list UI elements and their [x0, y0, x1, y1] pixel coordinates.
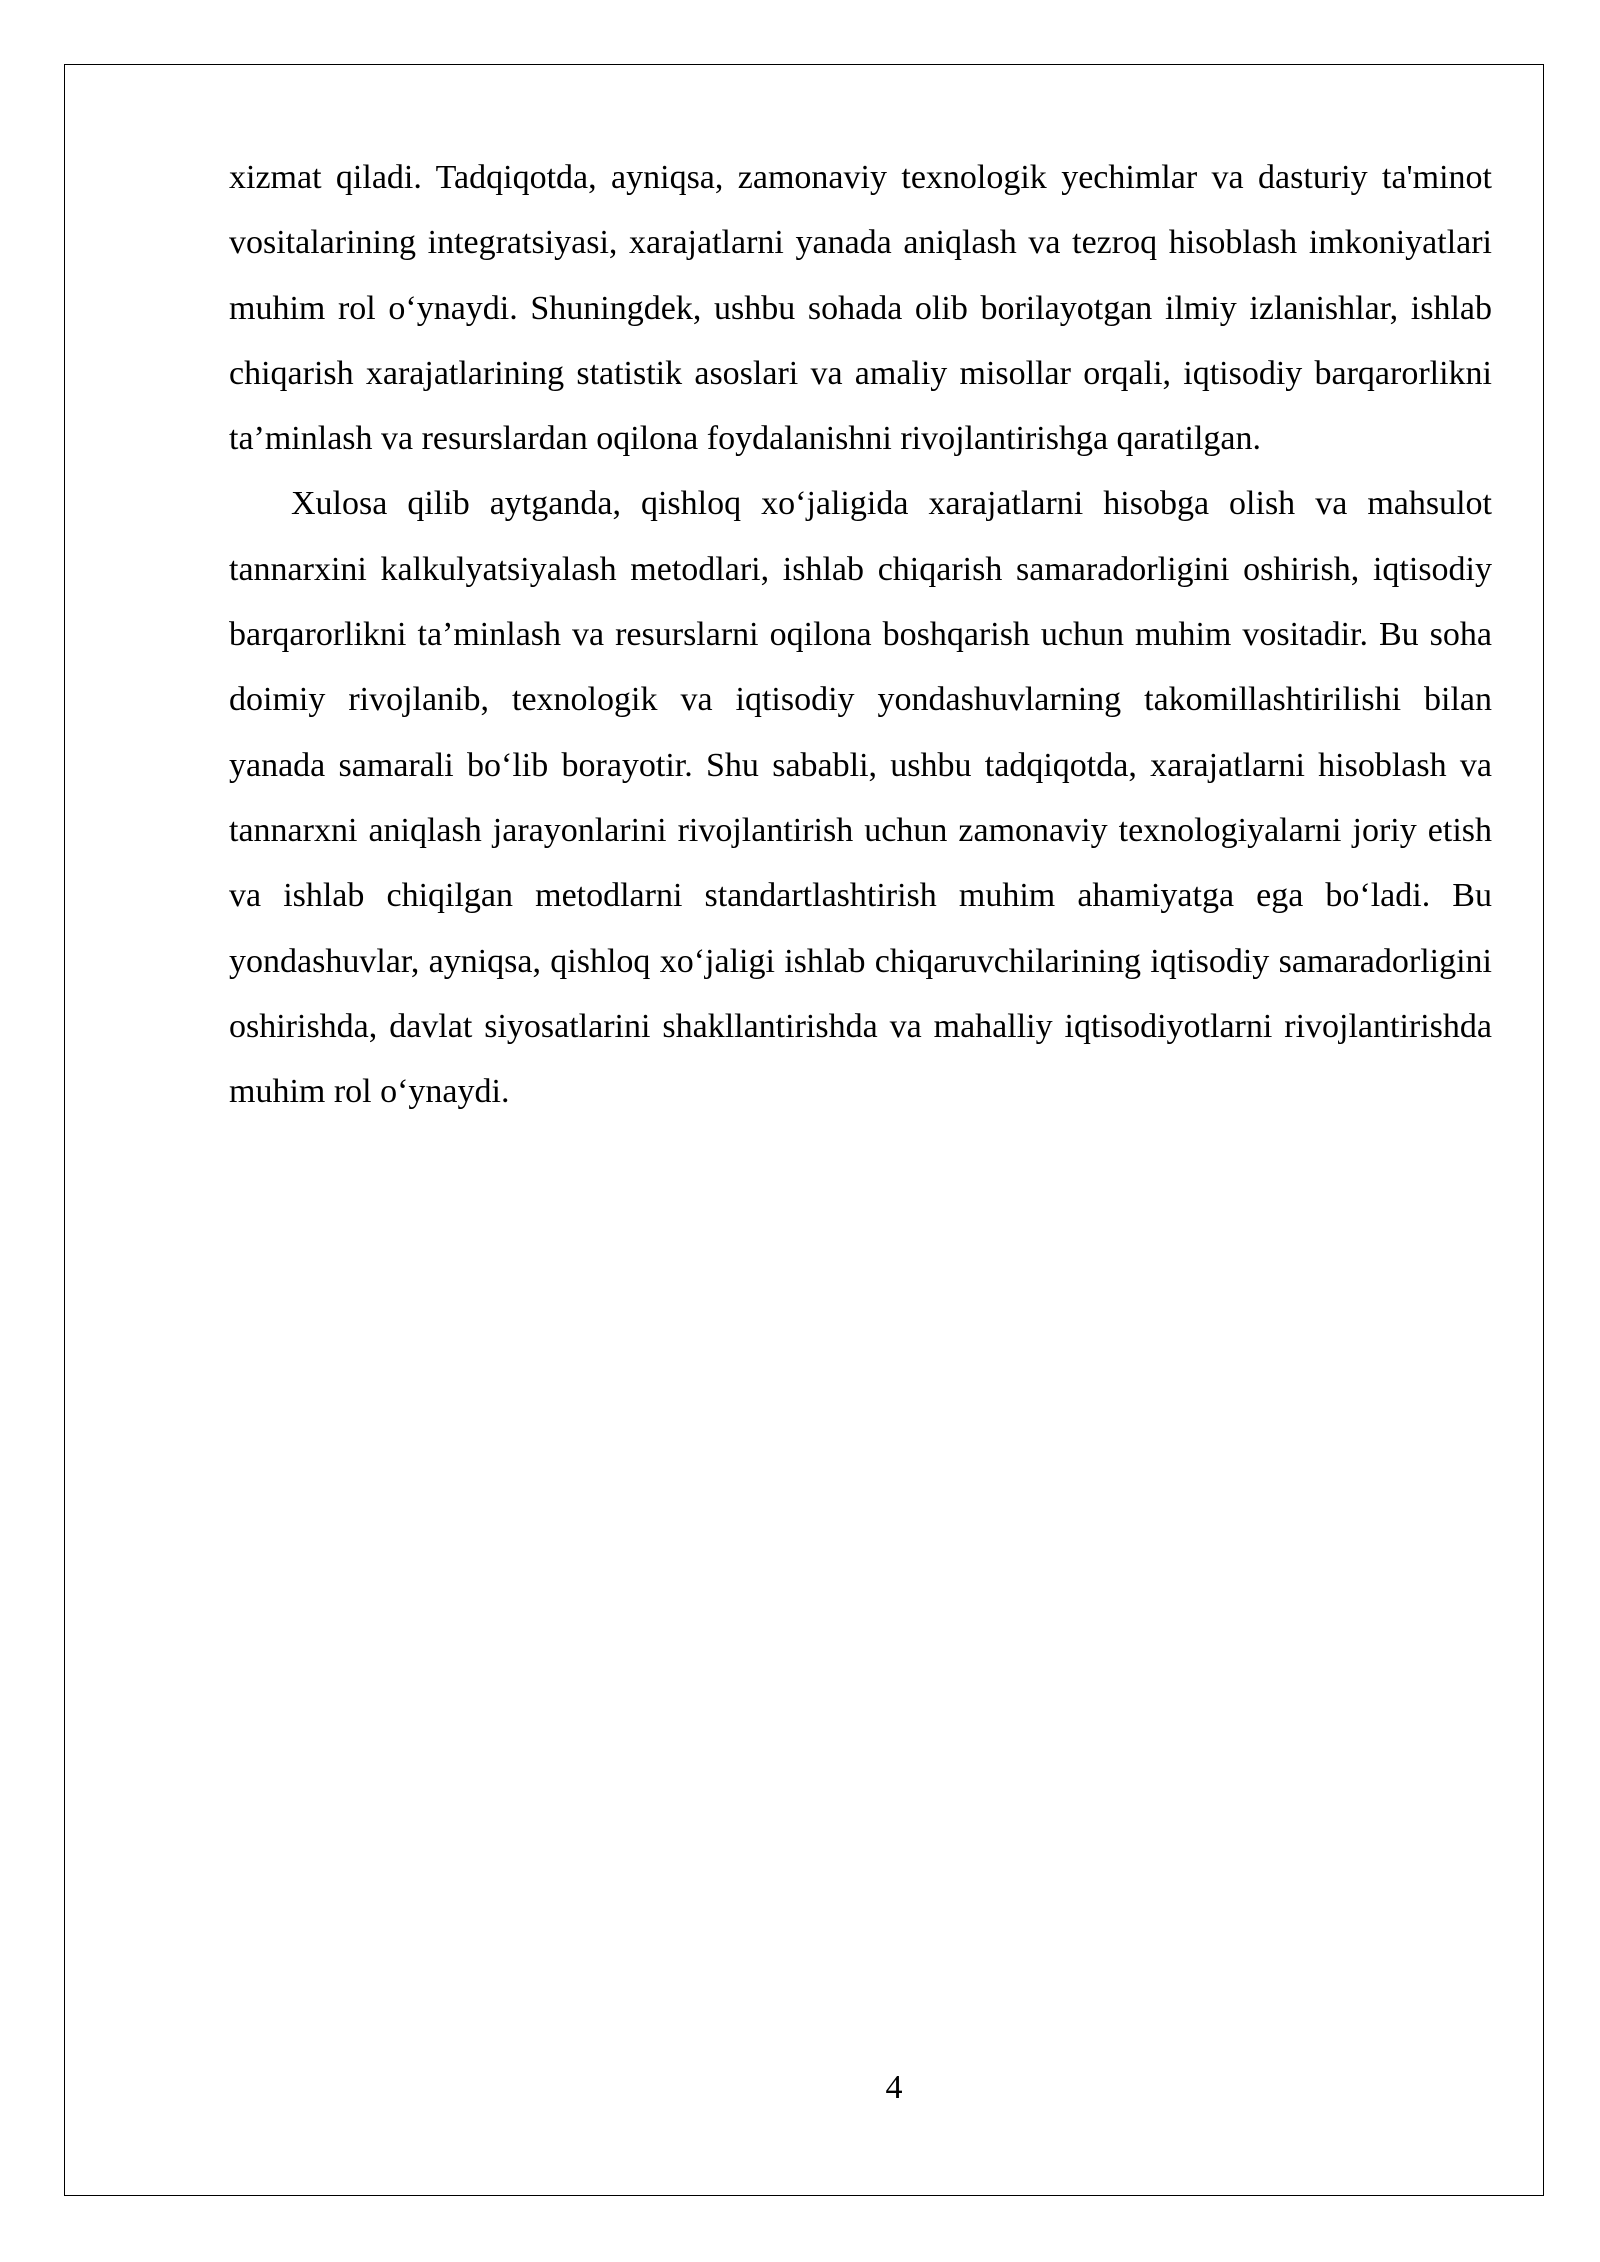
- page-number: 4: [885, 2069, 903, 2106]
- document-body: [229, 145, 1492, 1124]
- paragraph-continuation: xizmat qiladi. Tadqiqotda, ayniqsa, zamonaviy texnologik yechimlar va dasturiy ta'minot vositalarining integratsiyasi, xarajatlarni yanada aniqlash va tezroq hisoblash imkoniyatlari muhim rol o‘ynaydi. Shuningdek, ushbu sohada olib borilayotgan ilmiy izlanishlar, ishlab chiqarish xarajatlarining statistik asoslari va amaliy misollar orqali, iqtisodiy barqarorlikni ta’minlash va resurslardan oqilona foydalanishni rivojlantirishga qaratilgan.: [229, 159, 1492, 458]
- paragraph-conclusion: Xulosa qilib aytganda, qishloq xo‘jaligida xarajatlarni hisobga olish va mahsulot tannarxini kalkulyatsiyalash metodlari, ishlab chiqarish samaradorligini oshirish, iqtisodiy barqarorlikni ta’minlash va resurslarni oqilona boshqarish uchun muhim vositadir. Bu soha doimiy rivojlanib, texnologik va iqtisodiy yondashuvlarning takomillashtirilishi bilan yanada samarali bo‘lib borayotir. Shu sababli, ushbu tadqiqotda, xarajatlarni hisoblash va tannarxni aniqlash jarayonlarini rivojlantirish uchun zamonaviy texnologiyalarni joriy etish va ishlab chiqilgan metodlarni standartlashtirish muhim ahamiyatga ega bo‘ladi. Bu yondashuvlar, ayniqsa, qishloq xo‘jaligi ishlab chiqaruvchilarining iqtisodiy samaradorligini oshirishda, davlat siyosatlarini shakllantirishda va mahalliy iqtisodiyotlarni rivojlantirishda muhim rol o‘ynaydi.: [229, 485, 1492, 1111]
